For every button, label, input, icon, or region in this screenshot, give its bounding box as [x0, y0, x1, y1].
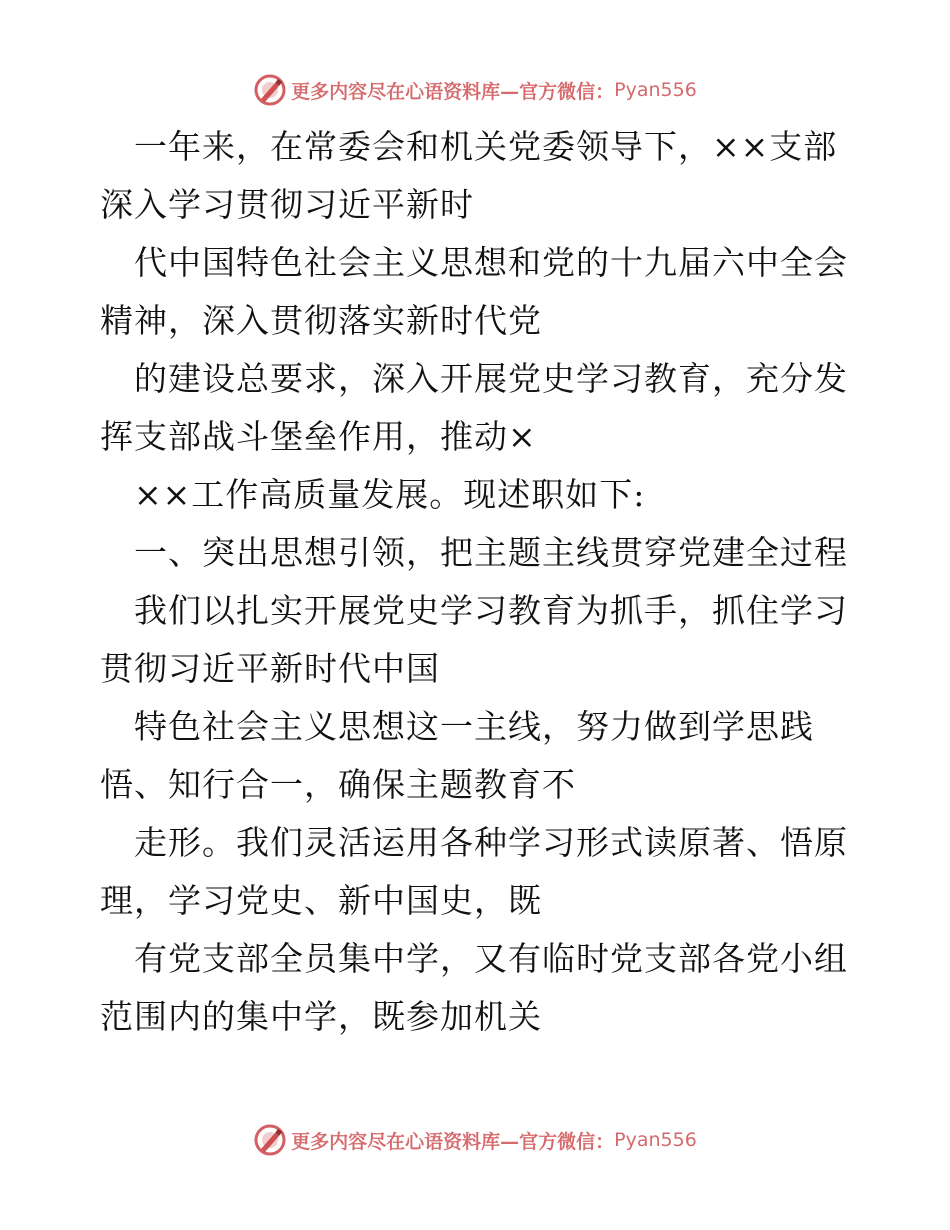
watermark-handle: Pyan556	[614, 1129, 697, 1151]
text-line: 精神，深入贯彻落实新时代党	[100, 301, 542, 340]
document-body	[100, 118, 860, 1046]
text-line: 代中国特色社会主义思想和党的十九届六中全会	[134, 243, 848, 282]
text-line: 特色社会主义思想这一主线，努力做到学思践	[134, 707, 814, 746]
text-line: 有党支部全员集中学，又有临时党支部各党小组	[134, 939, 848, 978]
pen-logo-icon	[253, 1123, 287, 1157]
text-line: 深入学习贯彻习近平新时	[100, 185, 474, 224]
text-line: 挥支部战斗堡垒作用，推动×	[100, 417, 537, 456]
text-line: 理，学习党史、新中国史，既	[100, 881, 542, 920]
text-line: 的建设总要求，深入开展党史学习教育，充分发	[134, 359, 848, 398]
watermark-handle: Pyan556	[614, 79, 697, 101]
text-line: 贯彻习近平新时代中国	[100, 649, 440, 688]
text-line: 走形。我们灵活运用各种学习形式读原著、悟原	[134, 823, 848, 862]
footer-watermark	[0, 1120, 950, 1160]
text-line: 悟、知行合一，确保主题教育不	[100, 765, 576, 804]
text-line: ××工作高质量发展。现述职如下:	[134, 475, 646, 514]
section-heading: 一、突出思想引领，把主题主线贯穿党建全过程	[134, 533, 848, 572]
text-line: 范围内的集中学，既参加机关	[100, 997, 542, 1036]
text-line: 我们以扎实开展党史学习教育为抓手，抓住学习	[134, 591, 848, 630]
watermark-text: 更多内容尽在心语资料库—官方微信：	[291, 1130, 615, 1153]
pen-logo-icon	[253, 73, 287, 107]
watermark-text: 更多内容尽在心语资料库—官方微信：	[291, 80, 615, 103]
header-watermark	[0, 70, 950, 110]
text-line: 一年来，在常委会和机关党委领导下，××支部	[134, 127, 838, 166]
